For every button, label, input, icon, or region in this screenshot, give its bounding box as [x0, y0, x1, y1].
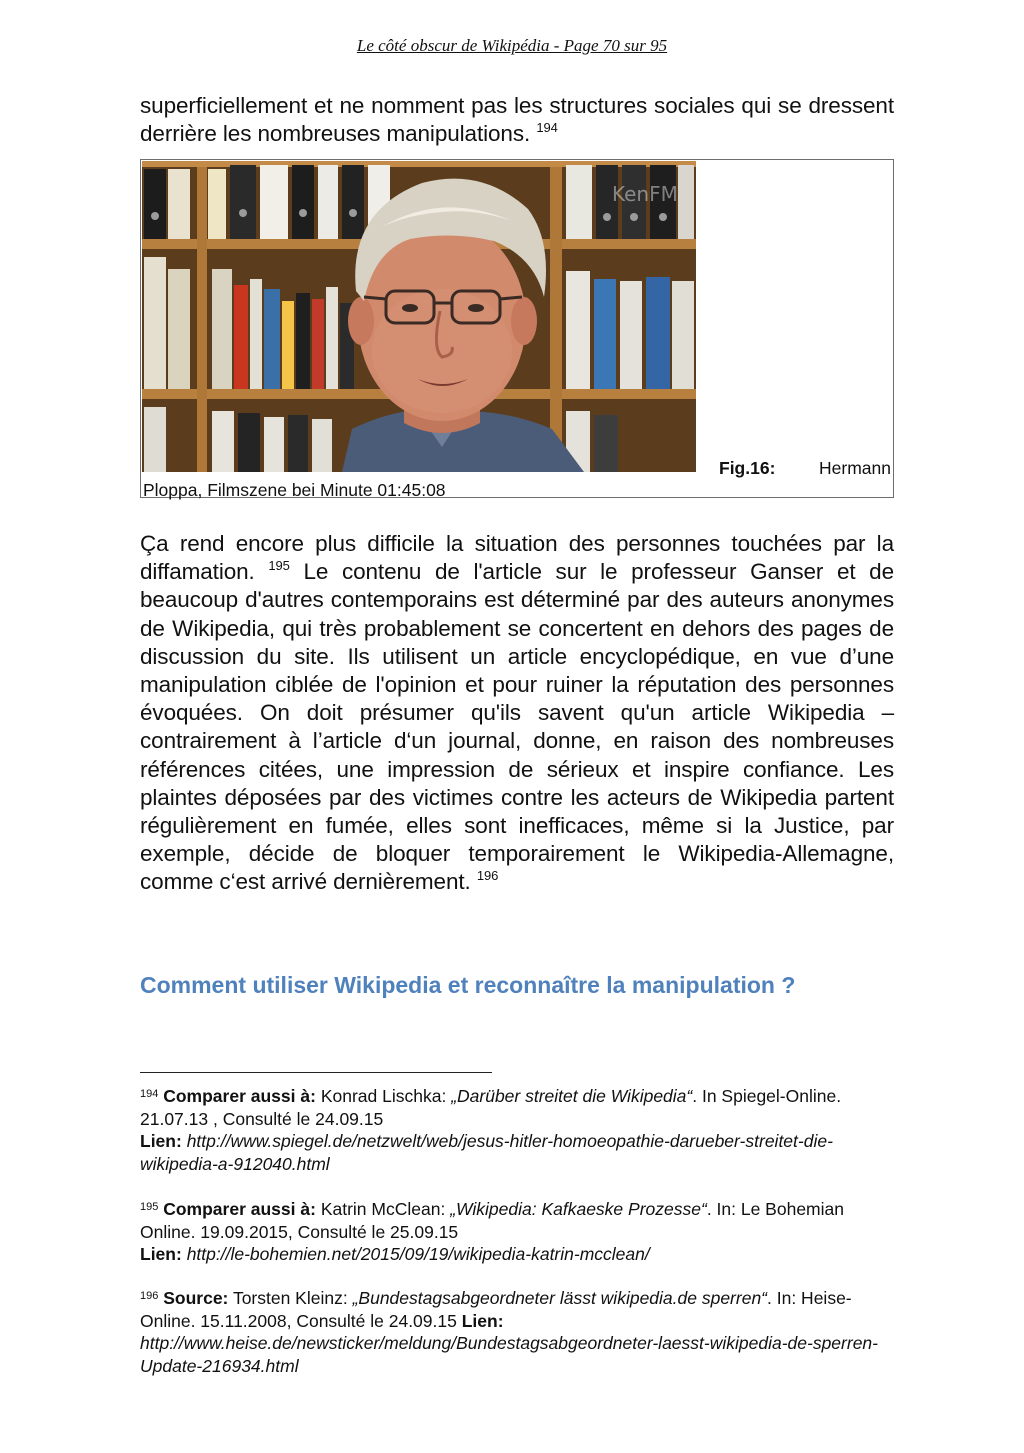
footnote-lead: Source: [163, 1288, 229, 1308]
footnote-ref-196[interactable]: 196 [476, 868, 499, 884]
figure-caption-name: Hermann [819, 458, 891, 478]
paragraph-main-part2: Le contenu de l'article sur le professeur Ganser et de beaucoup d'autres contemporains est déterminé par des auteurs anonymes de Wikipedia, qui très probablement se concertent en dehors des pages de discussion du site. Ils utilisent un article encyclopédique, en vue d’une manipulation ciblée de l'opinion et pour ruiner la réputation des personnes évoquées. On doit présumer qu'ils savent qu'un article Wikipedia – contrairement à l’article d‘un journal, donne, en raison des nombreuses références citées, une impression de sérieux et inspire confiance. Les plaintes déposées par des victimes contre les acteurs de Wikipedia partent régulièrement en fumée, elles sont inefficaces, même si la Justice, par exemple, décide de bloquer temporairement le Wikipedia-Allemagne, comme c‘est arrivé dernièrement. [140, 559, 894, 895]
footnote-link[interactable]: http://le-bohemien.net/2015/09/19/wikipedia-katrin-mcclean/ [186, 1244, 650, 1265]
footnote-title: „Wikipedia: Kafkaeske Prozesse“ [450, 1199, 707, 1219]
figure-16 [140, 159, 894, 498]
section-heading: Comment utiliser Wikipedia et reconnaître la manipulation ? [140, 972, 796, 998]
footnote-author: Katrin McClean: [320, 1199, 446, 1219]
footnote-details: . In: Heise-Online. 15.11.2008, Consulté le 24.09.15 [140, 1288, 852, 1331]
footnote-ref-194[interactable]: 194 [536, 120, 558, 136]
footnote-link[interactable]: http://www.spiegel.de/netzwelt/web/jesus-hitler-homoeopathie-darueber-streitet-die-wikipedia-a-912040.html [140, 1131, 833, 1174]
footnote-divider [140, 1072, 492, 1073]
footnote-link[interactable]: http://www.heise.de/newsticker/meldung/Bundestagsabgeordneter-laesst-wikipedia-de-sperren-Update-216934.html [140, 1333, 878, 1376]
portrait-photo [142, 161, 696, 472]
footnote-author: Konrad Lischka: [320, 1086, 447, 1106]
footnote-title: „Bundestagsabgeordneter lässt wikipedia.de sperren“ [352, 1288, 768, 1308]
footnote-link-label: Lien: [140, 1131, 182, 1152]
watermark-text: KenFM [612, 182, 678, 206]
footnote-details: . In Spiegel-Online. 21.07.13 , Consulté le 24.09.15 [140, 1086, 842, 1129]
footnote-194 [140, 1085, 894, 1175]
footnote-link-label: Lien: [461, 1310, 504, 1331]
paragraph-main [140, 530, 894, 897]
footnote-title: „Darüber streitet die Wikipedia“ [451, 1086, 693, 1106]
footnote-author: Torsten Kleinz: [232, 1288, 348, 1308]
footnote-195 [140, 1198, 894, 1266]
figure-label: Fig.16: [719, 458, 776, 478]
paragraph-intro [140, 92, 894, 148]
paragraph-main-part1: Ça rend encore plus difficile la situation des personnes touchées par la diffamation. [140, 531, 894, 585]
footnote-number: 196 [140, 1290, 159, 1302]
footnote-link-label: Lien: [140, 1244, 182, 1265]
paragraph-intro-text: superficiellement et ne nomment pas les structures sociales qui se dressent derrière les nombreuses manipulations. [140, 93, 894, 147]
footnote-number: 195 [140, 1201, 159, 1213]
figure-caption: Ploppa, Filmszene bei Minute 01:45:08 [143, 480, 446, 500]
footnote-lead: Comparer aussi à: [163, 1086, 316, 1106]
footnote-lead: Comparer aussi à: [163, 1199, 316, 1219]
footnote-ref-195[interactable]: 195 [268, 558, 290, 574]
footnote-number: 194 [140, 1088, 159, 1100]
page-header: Le côté obscur de Wikipédia - Page 70 sur 95 [356, 36, 668, 55]
footnote-details: . In: Le Bohemian Online. 19.09.2015, Consulté le 25.09.15 [140, 1199, 844, 1242]
footnote-196 [140, 1287, 894, 1377]
